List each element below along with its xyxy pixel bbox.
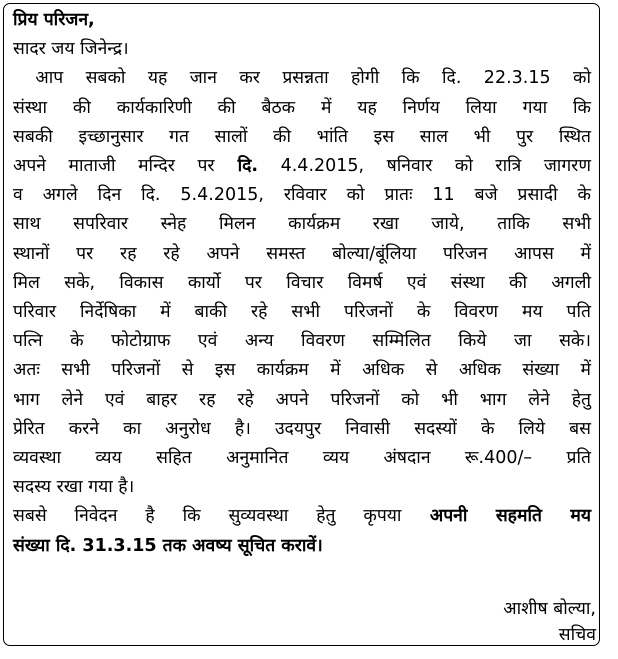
- signature-title: सचिव: [558, 625, 596, 645]
- bold-date-prefix: दि.: [214, 156, 259, 177]
- body-line: व्यवस्था व्यय सहित अनुमानित व्यय अंषदान रू.400/– प्रति: [13, 448, 591, 469]
- closing-bold-line: संख्या दि. 31.3.15 तक अवष्य सूचित करावें।: [13, 535, 323, 556]
- body-line: व अगले दिन दि. 5.4.2015, रविवार को प्रातः 11 बजे प्रसादी के: [13, 185, 591, 206]
- signature-block: [503, 596, 596, 648]
- closing-text: सबसे निवेदन है कि सुव्यवस्था हेतु कृपया: [13, 506, 402, 527]
- body-text: 4.4.2015, षनिवार को रात्रि जागरण: [258, 156, 591, 177]
- body-line: परिवार निर्देषिका में बाकी रहे सभी परिजनों के विवरण मय पति: [13, 302, 591, 323]
- body-line: सबकी इच्छानुसार गत सालों की भांति इस साल भी पुर स्थित: [13, 126, 591, 147]
- body-line: मिल सके, विकास कार्यो पर विचार विमर्ष एवं संस्था की अगली: [13, 272, 591, 293]
- body-line: संस्था की कार्यकारिणी की बैठक में यह निर्णय लिया गया कि: [13, 97, 591, 118]
- body-text: अपने माताजी मन्दिर पर: [13, 156, 215, 177]
- letter-body: [13, 6, 591, 561]
- body-line: भाग लेने एवं बाहर रह रहे अपने परिजनों को भी भाग लेने हेतु: [13, 389, 591, 410]
- greeting: सादर जय जिनेन्द्र।: [13, 39, 129, 60]
- body-line: सदस्य रखा गया है।: [13, 477, 135, 498]
- body-line: अतः सभी परिजनों से इस कार्यक्रम में अधिक से अधिक संख्या में: [13, 360, 591, 381]
- body-line: आप सबको यह जान कर प्रसन्नता होगी कि दि. 22.3.15 को: [13, 68, 591, 89]
- body-line: पत्नि के फोटोग्राफ एवं अन्य विवरण सम्मिलित किये जा सके।: [13, 331, 591, 352]
- closing-bold-text: अपनी सहमति मय: [401, 506, 591, 527]
- body-line: प्रेरित करने का अनुरोध है। उदयपुर निवासी सदस्यों के लिये बस: [13, 418, 591, 439]
- body-line-with-bold-date: [13, 152, 591, 181]
- body-line: स्थानों पर रह रहे अपने समस्त बोल्या/बूंलिया परिजन आपस में: [13, 243, 591, 264]
- signature-name: आशीष बोल्या,: [503, 599, 596, 619]
- closing-line: [13, 502, 591, 531]
- salutation: प्रिय परिजन,: [13, 10, 95, 30]
- body-line: साथ सपरिवार स्नेह मिलन कार्यक्रम रखा जाये, ताकि सभी: [13, 214, 591, 235]
